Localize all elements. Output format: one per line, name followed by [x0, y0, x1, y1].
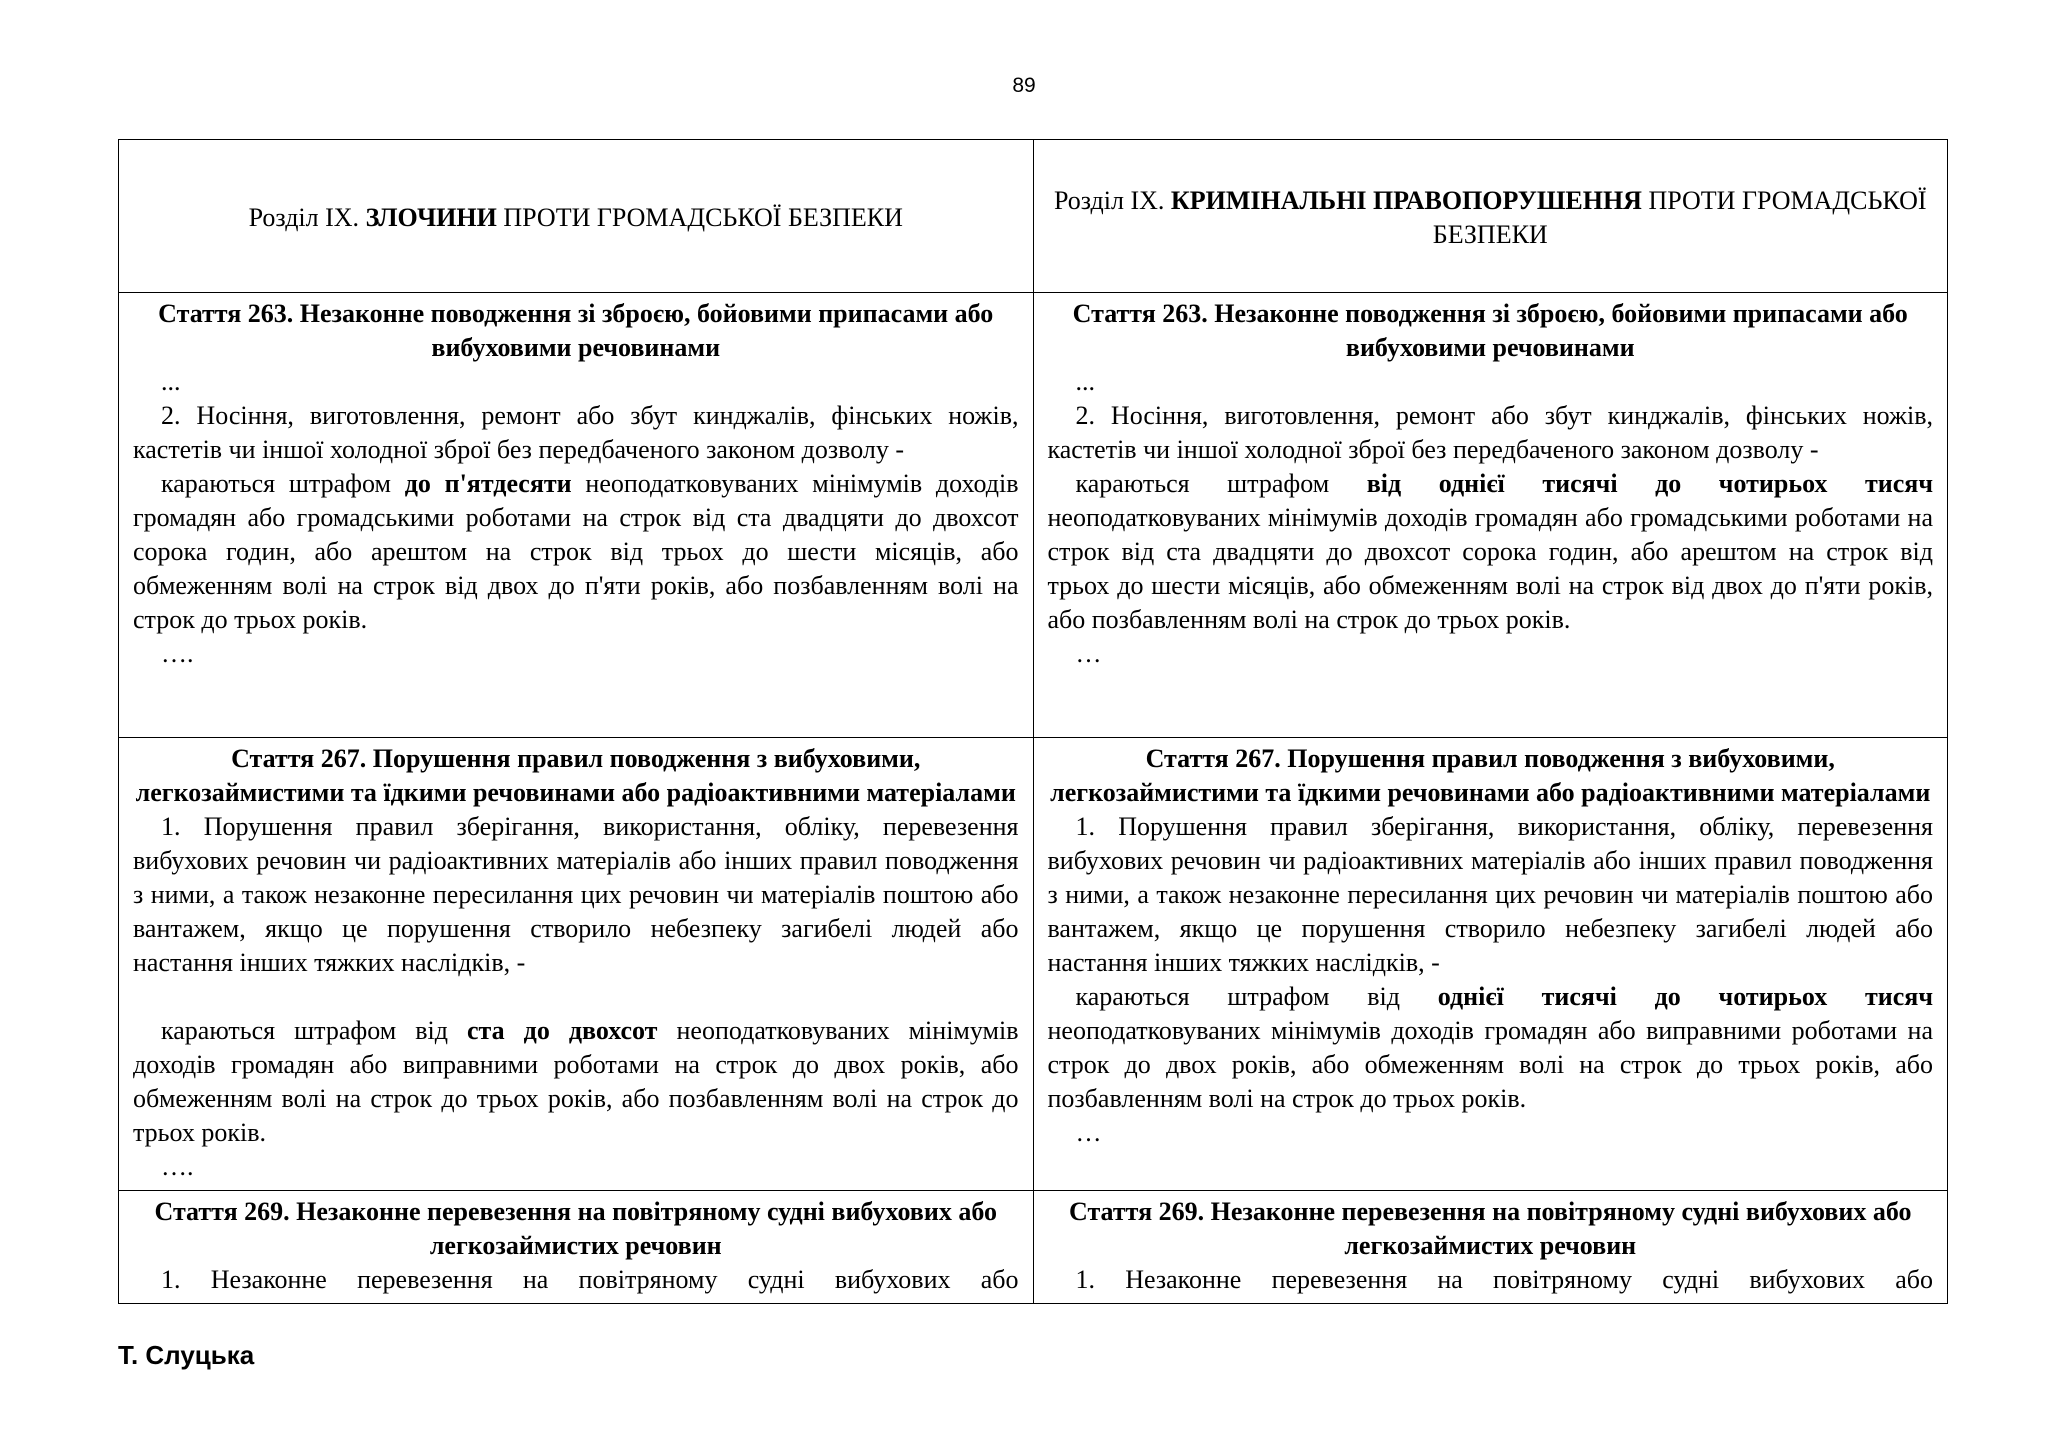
penalty-text: неоподатковуваних мінімумів доходів громадян або громадськими роботами на строк від ста двадцяти до двохсот сорока годин, або арештом на строк від трьох до шести місяців, або обмеженням волі на строк від двох до п'яти років, або позбавленням волі на строк до трьох років. [133, 469, 1019, 634]
article-title: Стаття 263. Незаконне поводження зі зброєю, бойовими припасами або вибуховими речовинами [158, 299, 994, 362]
penalty-paragraph [133, 467, 1019, 637]
article-title: Стаття 267. Порушення правил поводження з вибуховими, легкозаймистими та їдкими речовинами або радіоактивними матеріалами [135, 744, 1016, 807]
article-title: Стаття 269. Незаконне перевезення на повітряному судні вибухових або легкозаймистих речовин [1069, 1197, 1912, 1260]
penalty-text: неоподатковуваних мінімумів доходів громадян або виправними роботами на строк до двох років, або обмеженням волі на строк до трьох років, або позбавленням волі на строк до трьох років. [133, 1016, 1019, 1147]
article-267-proposed [1033, 738, 1948, 1191]
blank-line [133, 980, 1019, 1014]
ellipsis: … [1075, 1118, 1102, 1147]
section-prefix: Розділ IX. [248, 203, 366, 232]
penalty-amount: ста до двохсот [467, 1016, 658, 1045]
article-269-current [119, 1191, 1034, 1304]
comparison-table [118, 139, 1948, 1304]
ellipsis: … [1075, 639, 1102, 668]
penalty-amount: від однієї тисячі до чотирьох тисяч [1366, 469, 1933, 498]
ellipsis: …. [161, 639, 194, 668]
page-number: 89 [1012, 74, 1036, 97]
penalty-amount: однієї тисячі до чотирьох тисяч [1437, 982, 1933, 1011]
article-paragraph: 1. Порушення правил зберігання, використання, обліку, перевезення вибухових речовин чи радіоактивних матеріалів або інших правил поводження з ними, а також незаконне пересилання цих речовин чи матеріалів поштою або вантажем, якщо це порушення створило небезпеку загибелі людей або настання інших тяжких наслідків, - [133, 812, 1019, 977]
penalty-text: караються штрафом [1075, 469, 1367, 498]
penalty-paragraph [1048, 980, 1934, 1116]
article-263-row [119, 293, 1948, 738]
section-suffix: ПРОТИ ГРОМАДСЬКОЇ БЕЗПЕКИ [496, 203, 903, 232]
penalty-amount: до п'ятдесяти [404, 469, 572, 498]
article-263-proposed [1033, 293, 1948, 738]
article-paragraph: 2. Носіння, виготовлення, ремонт або збут кинджалів, фінських ножів, кастетів чи іншої холодної зброї без передбаченого законом дозволу - [1047, 401, 1933, 464]
penalty-text: неоподатковуваних мінімумів доходів громадян або громадськими роботами на строк від ста двадцяти до двохсот сорока годин, або арештом на строк від трьох до шести місяців, або обмеженням волі на строк від двох до п'яти років, або позбавленням волі на строк до трьох років. [1047, 503, 1933, 634]
penalty-text: неоподатковуваних мінімумів доходів громадян або виправними роботами на строк до двох років, або обмеженням волі на строк до трьох років, або позбавленням волі на строк до трьох років. [1047, 1016, 1933, 1113]
section-header-proposed [1033, 140, 1948, 293]
section-header-row [119, 140, 1948, 293]
article-title: Стаття 269. Незаконне перевезення на повітряному судні вибухових або легкозаймистих речовин [154, 1197, 997, 1260]
article-263-current [119, 293, 1034, 738]
penalty-text: караються штрафом від [1075, 982, 1438, 1011]
section-header-current [119, 140, 1034, 293]
section-suffix: ПРОТИ ГРОМАДСЬКОЇ БЕЗПЕКИ [1432, 186, 1927, 249]
ellipsis: …. [161, 1152, 194, 1181]
ellipsis: ... [1075, 367, 1095, 396]
penalty-text: караються штрафом від [161, 1016, 467, 1045]
article-267-row [119, 738, 1948, 1191]
article-paragraph: 1. Порушення правил зберігання, використання, обліку, перевезення вибухових речовин чи радіоактивних матеріалів або інших правил поводження з ними, а також незаконне пересилання цих речовин чи матеріалів поштою або вантажем, якщо це порушення створило небезпеку загибелі людей або настання інших тяжких наслідків, - [1047, 812, 1933, 977]
article-title: Стаття 267. Порушення правил поводження з вибуховими, легкозаймистими та їдкими речовинами або радіоактивними матеріалами [1050, 744, 1931, 807]
article-269-proposed [1033, 1191, 1948, 1304]
section-keyword: КРИМІНАЛЬНІ ПРАВОПОРУШЕННЯ [1170, 186, 1642, 215]
article-title: Стаття 263. Незаконне поводження зі зброєю, бойовими припасами або вибуховими речовинами [1072, 299, 1908, 362]
section-prefix: Розділ IX. [1053, 186, 1171, 215]
article-267-current [119, 738, 1034, 1191]
article-paragraph: 2. Носіння, виготовлення, ремонт або збут кинджалів, фінських ножів, кастетів чи іншої холодної зброї без передбаченого законом дозволу - [133, 401, 1019, 464]
ellipsis: ... [161, 367, 181, 396]
penalty-paragraph [133, 1014, 1019, 1150]
penalty-paragraph [1048, 467, 1934, 637]
article-269-row [119, 1191, 1948, 1304]
article-paragraph: 1. Незаконне перевезення на повітряному судні вибухових або [1075, 1265, 1933, 1294]
penalty-text: караються штрафом [161, 469, 405, 498]
section-keyword: ЗЛОЧИНИ [365, 203, 497, 232]
footer-author: Т. Слуцька [118, 1340, 255, 1370]
article-paragraph: 1. Незаконне перевезення на повітряному судні вибухових або [161, 1265, 1019, 1294]
